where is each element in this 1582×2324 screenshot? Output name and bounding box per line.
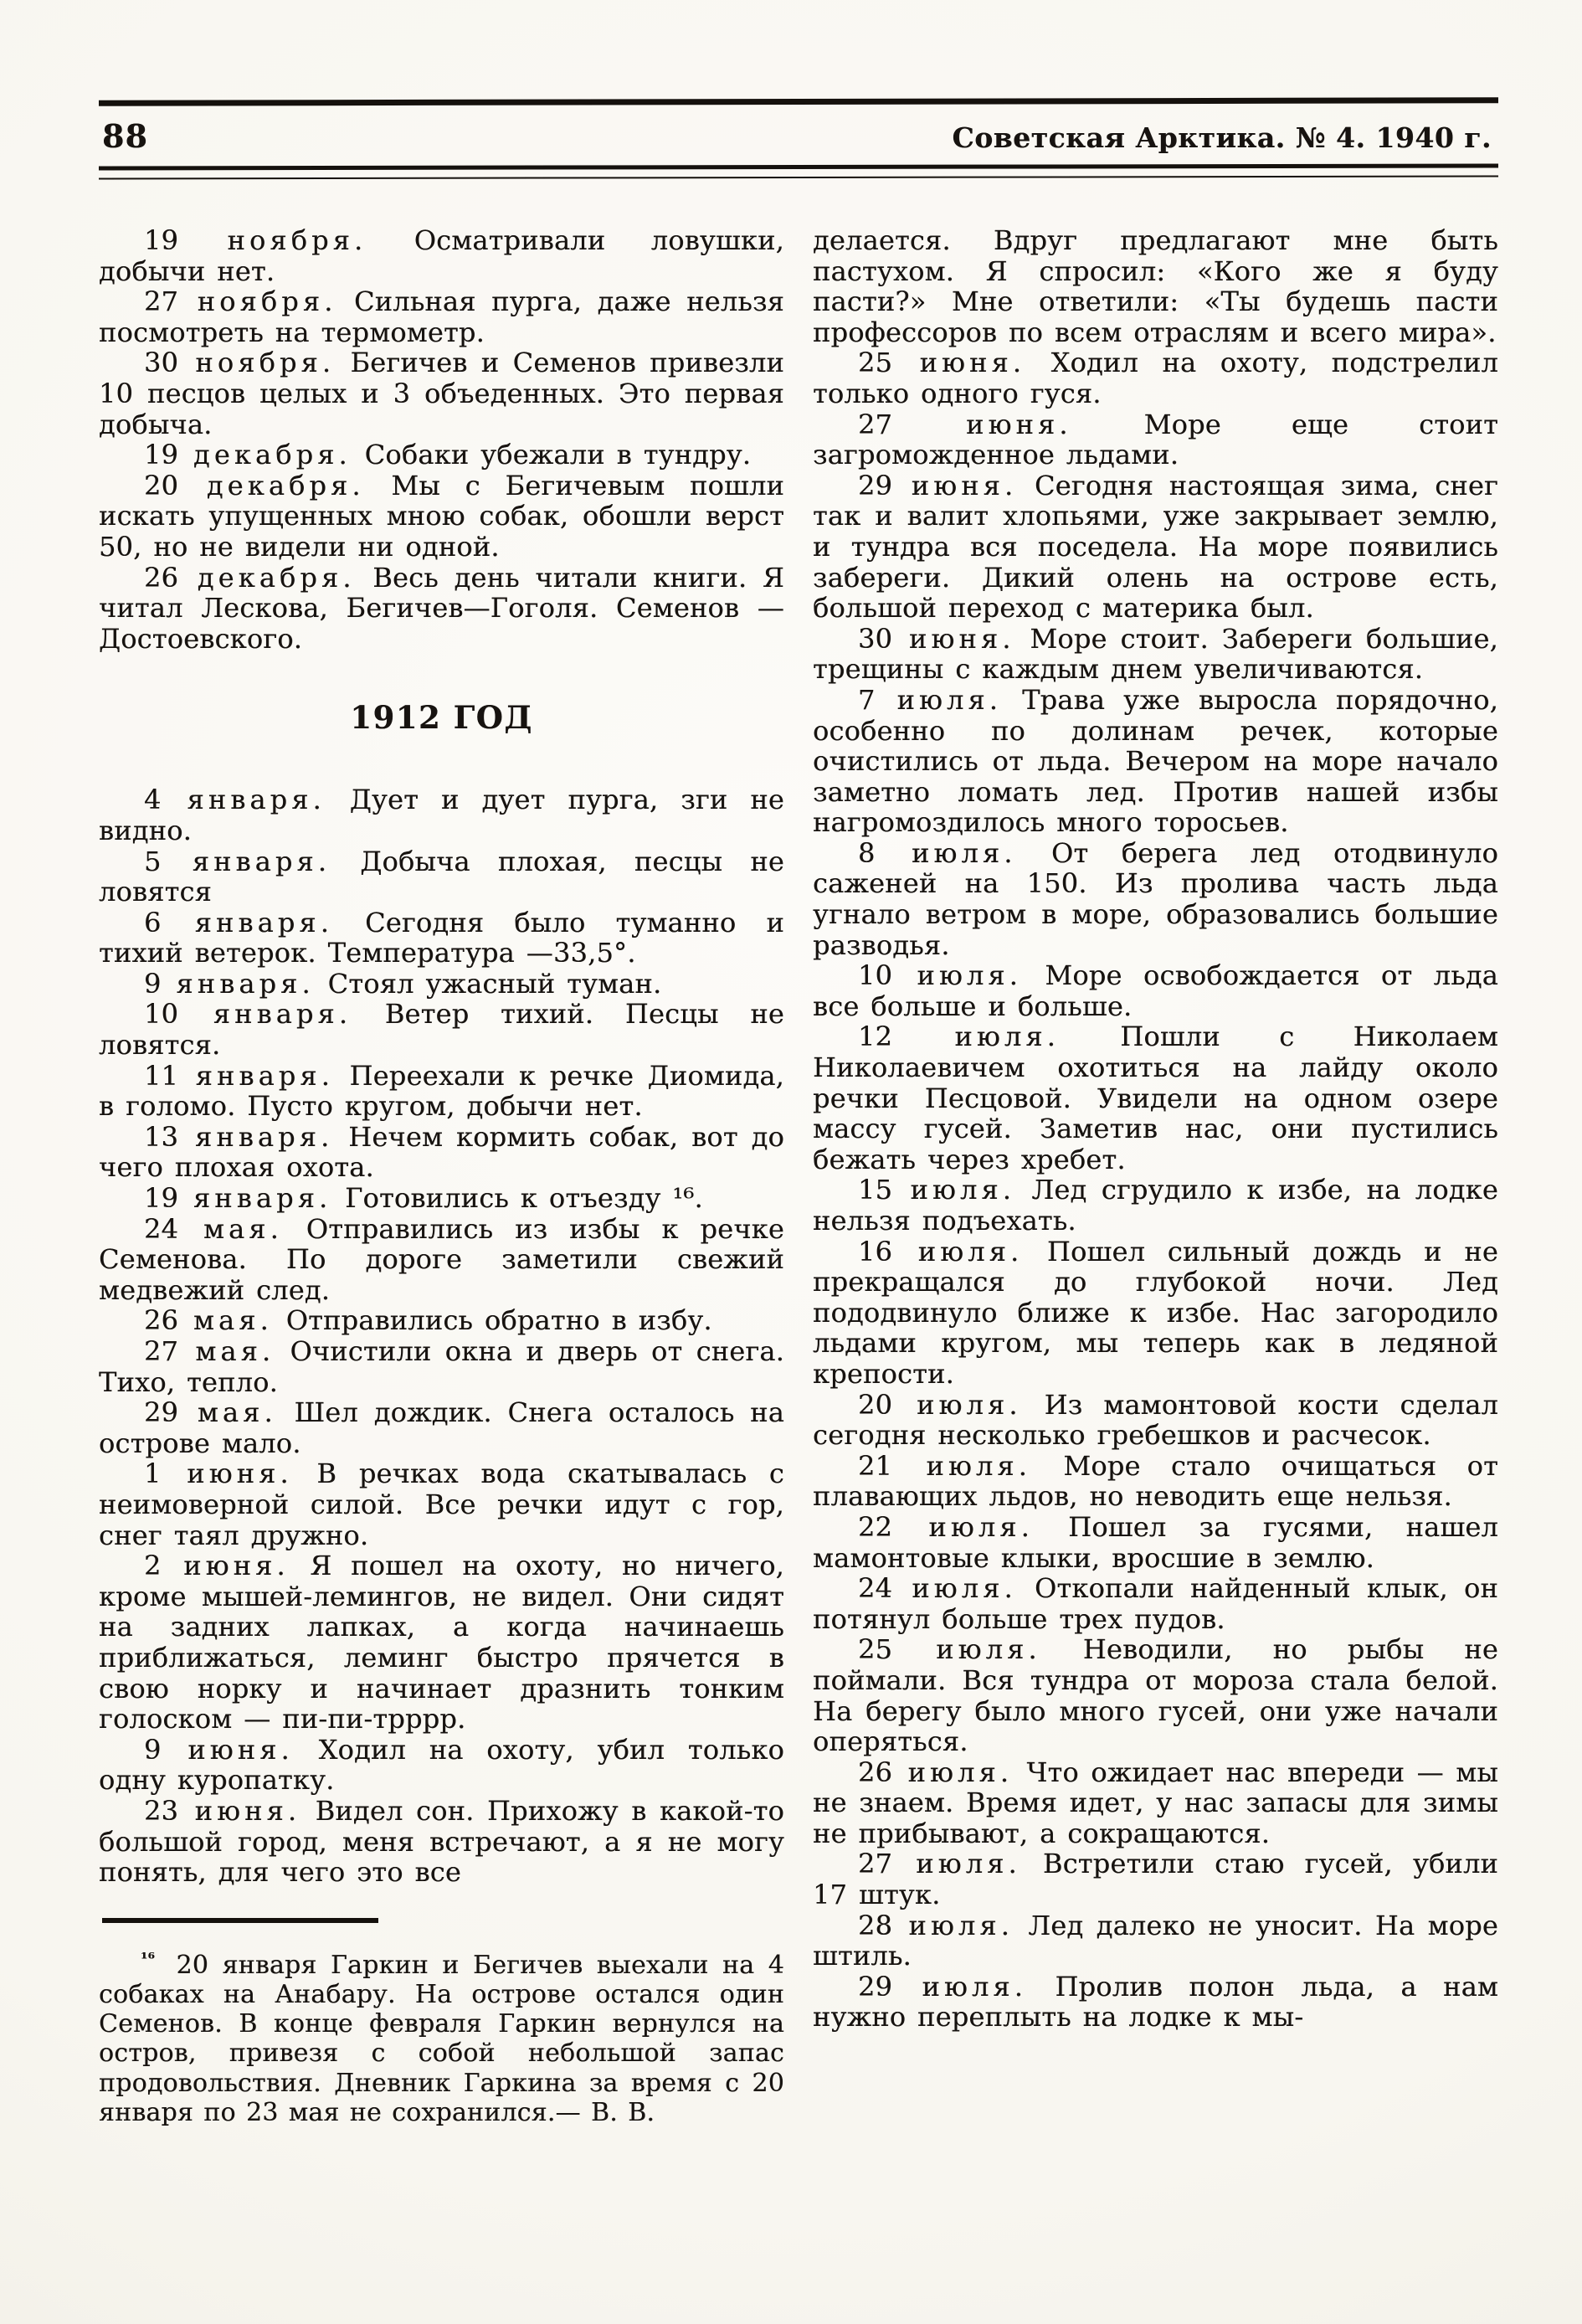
- diary-section-1912: [99, 784, 784, 1887]
- entry-date-day: 11: [144, 1059, 179, 1092]
- entry-date-month: июля.: [896, 683, 1003, 716]
- entry-text: Добыча плохая, песцы не ловятся: [99, 845, 785, 908]
- entry-text: Море освобождается от льда все больше и больше.: [813, 959, 1498, 1022]
- entry-text: Откопали найденный клык, он потянул больше трех пудов.: [813, 1572, 1498, 1635]
- entry-date-day: 2: [144, 1550, 162, 1582]
- entry-text: Я пошел на охоту, но ничего, кроме мышей-лемингов, не видел. Они сидят на задних лапках, а когда начинаешь приближаться, леминг быстро прячется в свою норку и начинает дразнить тонким голоском — пи-пи-трррр.: [99, 1550, 784, 1735]
- entry-date-month: июня.: [194, 1794, 301, 1827]
- entry-date-month: января.: [213, 998, 352, 1031]
- entry-text: Дует и дует пурга, зги не видно.: [99, 784, 785, 846]
- entry-text: Лед далеко не уносит. На море штиль.: [813, 1909, 1499, 1972]
- entry-date-day: 9: [144, 967, 162, 1000]
- entry-date-month: июля.: [916, 1848, 1021, 1880]
- entry-date-day: 30: [858, 622, 893, 655]
- entry-date-day: 28: [858, 1909, 893, 1941]
- diary-entry: [813, 1848, 1498, 1910]
- journal-header: Советская Арктика. № 4. 1940 г.: [952, 121, 1492, 154]
- entry-date-day: 25: [858, 347, 893, 379]
- entry-date-month: декабря.: [206, 469, 365, 501]
- page-header: [99, 116, 1498, 165]
- entry-text: Пошли с Николаем Николаевичем охотиться на лайду около речки Песцовой. Увидели на одном озере массу гусей. Заметив нас, они пустились бежать через хребет.: [813, 1021, 1499, 1175]
- entry-date-day: 8: [858, 836, 876, 869]
- diary-entry: [813, 624, 1498, 685]
- entry-date-month: июля.: [928, 1510, 1034, 1543]
- entry-text: Стоял ужасный туман.: [327, 967, 662, 1000]
- entry-text: От берега лед отодвинуло саженей на 150. Из пролива часть льда угнало ветром в море, образовались большие разводья.: [813, 836, 1498, 961]
- entry-text: Нечем кормить собак, вот до чего плохая охота.: [99, 1120, 785, 1184]
- right-column: [813, 225, 1498, 2127]
- entry-date-day: 23: [144, 1794, 179, 1827]
- diary-entry: [99, 846, 784, 907]
- diary-entry: [99, 1550, 784, 1735]
- diary-entry: [813, 1910, 1498, 1972]
- diary-entry: [99, 1735, 784, 1796]
- year-heading: 1912 ГОД: [350, 699, 533, 737]
- diary-entry: [813, 1021, 1498, 1175]
- entry-date-month: июля.: [912, 1572, 1017, 1605]
- diary-entry: [99, 1796, 784, 1888]
- diary-entry: [99, 440, 784, 470]
- entry-date-month: мая.: [195, 1335, 275, 1367]
- entry-text: Ветер тихий. Песцы не ловятся.: [99, 998, 785, 1062]
- entry-text: Пролив полон льда, а нам нужно переплыть на лодке к мы-: [813, 1970, 1499, 2034]
- entry-text: Очистили окна и дверь от снега. Тихо, тепло.: [99, 1335, 785, 1398]
- footnote-paragraph: [99, 1945, 784, 2127]
- diary-entry: [99, 347, 784, 440]
- entry-text: Собаки убежали в тундру.: [364, 439, 752, 471]
- entry-date-day: 26: [858, 1756, 893, 1788]
- entry-date-month: июня.: [919, 347, 1026, 379]
- entry-date-day: 6: [144, 906, 162, 938]
- footnote: [99, 1918, 784, 2127]
- diary-entry: [813, 470, 1498, 624]
- diary-section-right: [813, 347, 1498, 2033]
- entry-text: Неводили, но рыбы не поймали. Вся тундра от мороза стала белой. На берегу было много гусей, они уже начали оперяться.: [813, 1633, 1498, 1758]
- diary-entry: [99, 1397, 784, 1458]
- diary-entry: [813, 1237, 1498, 1390]
- entry-date-month: ноября.: [227, 224, 367, 256]
- diary-entry: [813, 1573, 1498, 1634]
- entry-date-month: июля.: [910, 1174, 1016, 1206]
- footnote-rule: [102, 1918, 378, 1923]
- entry-date-day: 29: [144, 1396, 179, 1429]
- text-columns: [99, 178, 1498, 2127]
- footnote-text: 20 января Гаркин и Бегичев выехали на 4 собаках на Анабару. На острове остался один Семенов. В конце февраля Гаркин вернулся на остров, привезя с собой небольшой запас продовольствия. Дневник Гаркина за время с 20 января по 23 мая не сохранился.— В. В.: [99, 1950, 784, 2127]
- entry-date-month: июля.: [936, 1633, 1041, 1666]
- entry-date-day: 22: [858, 1510, 893, 1543]
- entry-date-month: января.: [195, 1059, 334, 1092]
- diary-entry: [813, 838, 1498, 960]
- entry-text: Что ожидает нас впереди — мы не знаем. Время идет, у нас запасы для зимы не прибывают, а сокращаются.: [813, 1756, 1499, 1849]
- diary-entry: [99, 907, 784, 969]
- diary-entry: [813, 347, 1498, 409]
- entry-text: Отправились обратно в избу.: [285, 1304, 712, 1337]
- entry-text: Сильная пурга, даже нельзя посмотреть на термометр.: [99, 285, 785, 348]
- entry-date-month: июля.: [926, 1449, 1031, 1482]
- entry-date-month: июня.: [187, 1733, 294, 1766]
- entry-date-month: июля.: [917, 1388, 1022, 1421]
- continuation-paragraph: делается. Вдруг предлагают мне быть пастухом. Я спросил: «Кого же я буду пасти?» Мне ответили: «Ты будешь пасти профессоров по всем отраслям и всего мира».: [813, 224, 1498, 348]
- diary-entry: [813, 1512, 1498, 1573]
- entry-date-month: мая.: [197, 1396, 277, 1429]
- entry-date-day: 25: [858, 1633, 893, 1666]
- entry-text: Пошел сильный дождь и не прекращался до глубокой ночи. Лед пододвинуло ближе к избе. Нас загородило льдами кругом, мы теперь как в ледяной крепости.: [813, 1235, 1498, 1390]
- entry-date-day: 4: [144, 784, 162, 816]
- diary-entry: [813, 1757, 1498, 1849]
- diary-entry: [813, 1451, 1498, 1512]
- entry-text: Ходил на охоту, убил только одну куропатку.: [99, 1733, 785, 1797]
- diary-entry: [813, 1390, 1498, 1451]
- entry-text: Шел дождик. Снега осталось на острове мало.: [99, 1396, 784, 1459]
- entry-date-month: января.: [195, 1120, 334, 1153]
- entry-text: Осматривали ловушки, добычи нет.: [99, 224, 784, 287]
- entry-text: Море еще стоит загроможденное льдами.: [813, 408, 1498, 471]
- entry-text: В речках вода скатывалась с неимоверной силой. Все речки идут с гор, снег таял дружно.: [99, 1458, 784, 1551]
- entry-date-day: 29: [858, 1970, 893, 2003]
- entry-date-month: июня.: [187, 1458, 293, 1490]
- entry-text: Встретили стаю гусей, убили 17 штук.: [813, 1848, 1499, 1911]
- entry-text: Сегодня настоящая зима, снег так и валит хлопьями, уже закрывает землю, и тундра вся поседела. На море появились забереги. Дикий олень на острове есть, большой переход с материка был.: [813, 469, 1498, 625]
- entry-date-month: июня.: [183, 1550, 290, 1582]
- entry-text: Море стоит. Забереги большие, трещины с каждым днем увеличиваются.: [813, 622, 1498, 686]
- entry-date-month: июля.: [912, 836, 1017, 869]
- page-number: 88: [102, 117, 148, 155]
- diary-entry: [99, 563, 784, 655]
- entry-text: Сегодня было туманно и тихий ветерок. Температура —33,5°.: [99, 906, 785, 969]
- diary-entry: [99, 470, 784, 563]
- entry-text: Лед сгрудило к избе, на лодке нельзя подъехать.: [813, 1174, 1498, 1237]
- entry-date-month: июля.: [917, 1235, 1024, 1267]
- entry-date-day: 16: [858, 1235, 893, 1267]
- entry-date-day: 27: [858, 408, 893, 440]
- diary-entry: [99, 784, 784, 846]
- diary-entry: [813, 409, 1498, 470]
- entry-date-day: 24: [144, 1212, 179, 1245]
- entry-text: Море стало очищаться от плавающих льдов, но неводить еще нельзя.: [813, 1449, 1498, 1513]
- entry-date-month: июля.: [908, 1909, 1014, 1941]
- diary-entry: [99, 1336, 784, 1397]
- diary-entry: [99, 1305, 784, 1336]
- diary-entry: [99, 1122, 784, 1183]
- entry-date-day: 13: [144, 1120, 179, 1153]
- entry-date-month: июля.: [954, 1021, 1060, 1053]
- entry-text: Бегичев и Семенов привезли 10 песцов целых и 3 объеденных. Это первая добыча.: [99, 347, 784, 440]
- entry-text: Пошел за гусями, нашел мамонтовые клыки, вросшие в землю.: [813, 1510, 1499, 1574]
- entry-date-day: 20: [144, 469, 179, 501]
- entry-date-day: 12: [858, 1021, 893, 1053]
- diary-entry: [813, 1972, 1498, 2033]
- entry-date-day: 27: [144, 285, 179, 318]
- diary-entry: [99, 1458, 784, 1550]
- entry-date-day: 10: [858, 959, 893, 992]
- entry-date-day: 15: [858, 1174, 893, 1206]
- diary-entry: [99, 1061, 784, 1122]
- entry-date-month: июня.: [966, 408, 1072, 440]
- entry-date-month: декабря.: [197, 561, 356, 594]
- entry-text: Переехали к речке Диомида, в голомо. Пусто кругом, добычи нет.: [99, 1059, 785, 1123]
- entry-date-day: 19: [144, 224, 179, 256]
- entry-date-day: 19: [144, 439, 179, 471]
- entry-text: Из мамонтовой кости сделал сегодня несколько гребешков и расчесок.: [813, 1388, 1499, 1452]
- diary-entry: [813, 685, 1498, 838]
- entry-date-day: 21: [858, 1449, 893, 1482]
- diary-entry: [99, 225, 784, 286]
- entry-date-day: 19: [144, 1182, 179, 1215]
- entry-date-day: 29: [858, 469, 893, 501]
- entry-date-day: 9: [144, 1733, 162, 1766]
- left-column: [99, 225, 784, 2127]
- diary-entry: [813, 1634, 1498, 1756]
- entry-date-day: 26: [144, 1304, 179, 1337]
- entry-date-day: 1: [144, 1458, 162, 1490]
- entry-date-month: ноября.: [197, 285, 337, 318]
- entry-date-month: июня.: [911, 469, 1018, 501]
- entry-text: Отправились из избы к речке Семенова. По дороге заметили свежий медвежий след.: [99, 1212, 785, 1306]
- entry-date-day: 30: [144, 347, 179, 379]
- entry-date-day: 26: [144, 561, 179, 594]
- entry-date-month: мая.: [193, 1304, 273, 1337]
- entry-date-month: января.: [194, 906, 333, 938]
- diary-section-1911: [99, 225, 784, 654]
- diary-entry: [99, 1183, 784, 1214]
- entry-text: Весь день читали книги. Я читал Лескова, Бегичев—Гоголя. Семенов — Достоевского.: [99, 561, 785, 655]
- entry-date-day: 27: [858, 1848, 893, 1880]
- entry-date-month: июля.: [907, 1756, 1014, 1788]
- entry-date-day: 27: [144, 1335, 179, 1367]
- diary-entry: [99, 286, 784, 347]
- entry-date-month: января.: [192, 845, 331, 877]
- entry-date-day: 7: [858, 683, 876, 716]
- footnote-marker: ¹⁶: [141, 1949, 156, 1968]
- entry-date-month: июля.: [917, 959, 1022, 992]
- diary-entry: [99, 999, 784, 1060]
- entry-text: Трава уже выросла порядочно, особенно по долинам речек, которые очистились от льда. Вечером на море начало заметно ломать лед. Против нашей избы нагромоздилось много торосьев.: [813, 683, 1499, 839]
- entry-date-month: мая.: [203, 1212, 283, 1245]
- diary-entry: [813, 960, 1498, 1021]
- entry-text: Мы с Бегичевым пошли искать упущенных мною собак, обошли верст 50, но не видели ни одной.: [99, 469, 784, 563]
- entry-text: Видел сон. Прихожу в какой-то большой город, меня встречают, а я не могу понять, для чего это все: [99, 1794, 785, 1889]
- entry-date-month: января.: [176, 967, 315, 1000]
- header-double-rule: [99, 164, 1498, 180]
- top-rule: [99, 97, 1498, 106]
- diary-entry: [813, 1175, 1498, 1236]
- entry-date-day: 20: [858, 1388, 893, 1421]
- entry-date-day: 10: [144, 998, 179, 1031]
- entry-date-month: ноября.: [195, 347, 336, 379]
- entry-text: Готовились к отъезду ¹⁶.: [345, 1182, 703, 1215]
- entry-date-day: 24: [858, 1572, 893, 1605]
- diary-entry: [99, 969, 784, 1000]
- entry-date-month: июля.: [922, 1970, 1028, 2003]
- entry-date-month: января.: [193, 1182, 332, 1215]
- entry-date-month: января.: [187, 784, 326, 816]
- entry-date-day: 5: [144, 845, 162, 877]
- entry-date-month: декабря.: [193, 439, 352, 471]
- entry-date-month: июня.: [909, 622, 1015, 655]
- entry-text: Ходил на охоту, подстрелил только одного гуся.: [813, 347, 1499, 409]
- diary-entry: [99, 1214, 784, 1306]
